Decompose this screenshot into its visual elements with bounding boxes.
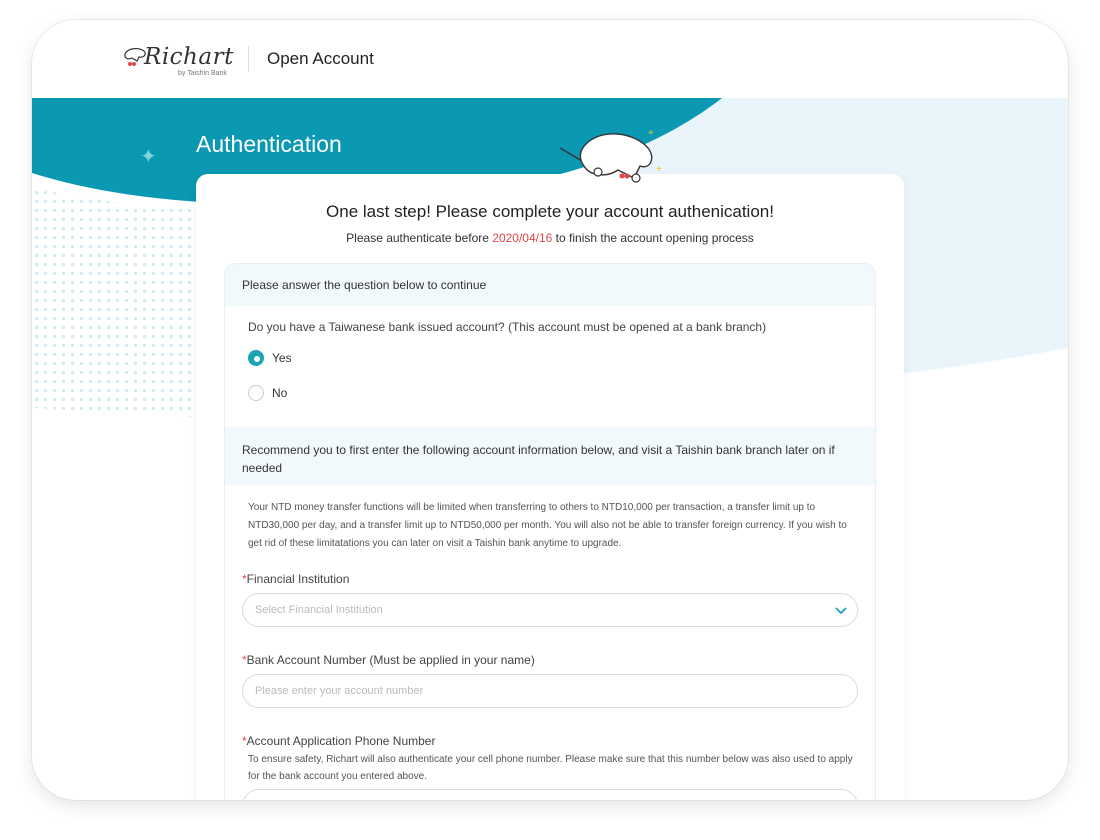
institution-placeholder: Select Financial Institution <box>255 604 383 616</box>
svg-text:+: + <box>648 128 654 139</box>
bank-account-question: Do you have a Taiwanese bank issued account? (This account must be opened at a bank branch) <box>248 320 767 334</box>
logo-wordmark: Richart <box>144 44 234 70</box>
radio-yes-label: Yes <box>272 351 292 365</box>
radio-no-label: No <box>272 386 288 400</box>
header-divider <box>248 46 249 72</box>
phone-number-label <box>242 734 435 748</box>
account-number-label <box>242 653 535 667</box>
phone-number-label-text: Account Application Phone Number <box>246 734 436 748</box>
account-number-input[interactable] <box>242 674 858 708</box>
svg-text:+: + <box>656 164 662 175</box>
sparkle-icon: ✦ <box>140 146 157 168</box>
app-window <box>32 20 1068 800</box>
required-mark: * <box>242 572 247 586</box>
logo-subtitle: by Taishin Bank <box>178 70 227 77</box>
deadline-date: 2020/04/16 <box>492 231 553 245</box>
transfer-limit-notice: Your NTD money transfer functions will be limited when transferring to others to NTD10,000 per transaction, a transfer limit up to NTD30,000 per day, and a transfer limit up to NTD50,000 per month. You will also not be able to transfer foreign currency. If you wish to get rid of these limitatations you can later on visit a Taishin bank anytime to upgrade. <box>248 502 847 549</box>
card-subtitle <box>196 231 904 245</box>
question-panel <box>224 263 876 800</box>
institution-label-text: Financial Institution <box>246 572 350 586</box>
phone-number-input[interactable] <box>242 789 858 800</box>
account-number-label-text: Bank Account Number (Must be applied in your name) <box>246 653 535 667</box>
card-heading: One last step! Please complete your account authenication! <box>326 202 774 221</box>
radio-yes-icon[interactable] <box>248 350 264 366</box>
banner-title: Authentication <box>196 131 342 157</box>
card-subtitle-before: Please authenticate before <box>346 231 493 245</box>
account-number-placeholder: Please enter your account number <box>255 685 424 697</box>
phone-number-help: To ensure safety, Richart will also authenticate your cell phone number. Please make sure that this number below was also used to apply for the bank account you entered above. <box>248 754 853 782</box>
dog-mascot-icon <box>554 126 666 188</box>
required-mark: * <box>242 653 247 667</box>
authentication-card <box>196 174 904 800</box>
financial-institution-select[interactable] <box>242 593 858 627</box>
radio-option-no[interactable] <box>248 385 287 401</box>
institution-label <box>242 572 349 586</box>
required-mark: * <box>242 734 247 748</box>
header <box>32 20 1068 98</box>
richart-logo[interactable] <box>122 44 234 78</box>
question-section-header: Please answer the question below to continue <box>225 264 875 306</box>
page-title: Open Account <box>267 49 374 68</box>
chevron-down-icon <box>835 605 847 615</box>
card-subtitle-after: to finish the account opening process <box>552 231 754 245</box>
radio-option-yes[interactable] <box>248 350 292 366</box>
recommend-section-header: Recommend you to first enter the following account information below, and visit a Taishin bank branch later on if needed <box>225 427 875 485</box>
radio-no-icon[interactable] <box>248 385 264 401</box>
